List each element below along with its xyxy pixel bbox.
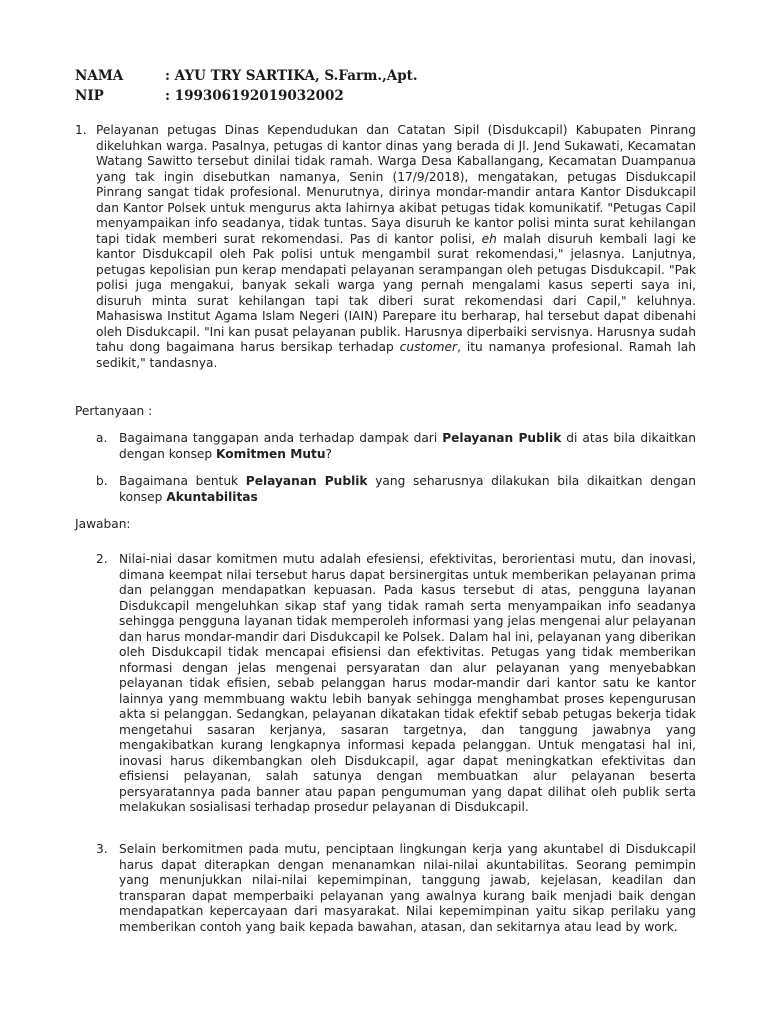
nip-label: NIP — [75, 88, 104, 104]
case-number: 1. — [75, 123, 87, 137]
case-paragraph — [96, 123, 696, 371]
nama-label: NAMA — [75, 68, 124, 84]
question-b-text-2: yang seharusnya dilakukan bila dikaitkan dengan konsep — [119, 474, 696, 504]
question-a-text-2: di atas bila dikaitkan dengan konsep — [119, 431, 696, 461]
answer-3-number: 3. — [96, 842, 108, 856]
header-nama-row — [75, 69, 418, 85]
answer-3-paragraph: Selain berkomitmen pada mutu, penciptaan lingkungan kerja yang akuntabel di Disdukcapil harus dapat diterapkan dengan menanamkan nilai-nilai akuntabilitas. Seorang pemimpin yang menunjukkan nilai-nilai kepemimpinan, tanggung jawab, kejelasan, keadilan dan transparan dapat memperbaiki pelayanan yang awalnya kurang baik menjadi baik dengan mendapatkan kepercayaan dari masyarakat. Nilai kepemimpinan yaitu sikap perilaku yang memberikan contoh yang baik kepada bawahan, atasan, dan sekitarnya atau lead by work. — [119, 842, 696, 934]
answer-2-number: 2. — [96, 552, 108, 566]
question-a-text-1: Bagaimana tanggapan anda terhadap dampak dari — [119, 431, 443, 445]
case-text-2: malah disuruh kembali lagi ke kantor Disdukcapil oleh Pak polisi untuk mengambil surat rekomendasi," jelasnya. Lanjutnya, petugas kepolisian pun kerap mendapati pelayanan serampangan oleh petugas Disdukcapil. "Pak polisi juga mengakui, banyak sekali warga yang pernah mengalami kasus seperti saya ini, disuruh minta surat kehilangan tapi tak diberi surat rekomendasi dari Capil," keluhnya. Mahasiswa Institut Agama Islam Negeri (IAIN) Parepare itu berharap, hal tersebut dapat dibenahi oleh Disdukcapil. "Ini kan pusat pelayanan publik. Harusnya diperbaiki servisnya. Harusnya sudah tahu dong bagaimana harus bersikap terhadap — [96, 231, 697, 354]
question-a-bold-2: Komitmen Mutu — [216, 446, 326, 461]
header-nip-row — [75, 89, 344, 105]
nip-value: : 199306192019032002 — [165, 88, 344, 104]
question-a — [119, 431, 696, 462]
case-italic-1: eh — [481, 231, 497, 246]
question-b-text-1: Bagaimana bentuk — [119, 474, 246, 488]
nama-value: : AYU TRY SARTIKA, S.Farm.,Apt. — [165, 68, 418, 84]
case-text-3: , itu namanya profesional. Ramah lah sedikit," tandasnya. — [96, 340, 696, 370]
question-a-bold-1: Pelayanan Publik — [442, 431, 562, 445]
answer-2-paragraph: Nilai-niai dasar komitmen mutu adalah efesiensi, efektivitas, berorientasi mutu, dan inovasi, dimana keempat nilai tersebut harus dapat bersinergitas untuk memberikan pelayanan prima dan pelanggan mendapatkan kepuasan. Pada kasus tersebut di atas, pengguna layanan Disdukcapil mengeluhkan sikap staf yang tidak ramah serta menyampaikan info seadanya sehingga pengguna layanan tidak memperoleh informasi yang jelas mengenai alur pelayanan dan harus mondar-mandir dari Disdukcapil ke Polsek. Dalam hal ini, pelayanan yang diberikan oleh Disdukcapil tidak mencapai efisiensi dan efektivitas. Petugas yang tidak memberikan nformasi dengan jelas mengenai persyaratan dan alur pelayanan yang menyebabkan pelayanan tidak efisien, sebab pelanggan harus modar-mandir dari kantor satu ke kantor lainnya yang memmbuang waktu lebih banyak sehingga menghambat proses kepengurusan akta si pelanggan. Sedangkan, pelayanan dikatakan tidak efektif sebab petugas bekerja tidak mengetahui sasaran kerjanya, sasaran targetnya, dan tanggung jawabnya yang mengakibatkan kurang lengkapnya informasi kepada pelanggan. Untuk mengatasi hal ini, inovasi harus dikembangkan oleh Disdukcapil, agar dapat meningkatkan efektivitas dan efisiensi pelayanan, salah satunya dengan membuatkan alur pelayanan beserta persyaratannya pada banner atau papan pengumuman yang dapat dilihat oleh publik serta melakukan sosialisasi terhadap prosedur pelayanan di Disdukcapil. — [119, 552, 696, 814]
answers-heading: Jawaban: — [75, 517, 131, 531]
question-a-text-3: ? — [325, 446, 332, 461]
questions-heading: Pertanyaan : — [75, 404, 153, 418]
case-text-1: Pelayanan petugas Dinas Kependudukan dan Catatan Sipil (Disdukcapil) Kabupaten Pinrang dikeluhkan warga. Pasalnya, petugas di kantor dinas yang berada di Jl. Jend Sukawati, Kecamatan Watang Sawitto tersebut dinilai tidak ramah. Warga Desa Kaballangang, Kecamatan Duampanua yang tak ingin disebutkan namanya, Senin (17/9/2018), mengatakan, petugas Disdukcapil Pinrang sangat tidak profesional. Menurutnya, dirinya mondar-mandir antara Kantor Disdukcapil dan Kantor Polsek untuk mengurus akta lahirnya akibat petugas tidak komunikatif. "Petugas Capil menyampaikan info seadanya, tidak tuntas. Saya disuruh ke kantor polisi minta surat kehilangan tapi tidak memberi surat rekomendasi. Pas di kantor polisi, — [96, 123, 696, 246]
question-a-label: a. — [96, 431, 108, 445]
question-b-label: b. — [96, 474, 108, 488]
question-b — [119, 474, 696, 505]
question-b-bold-1: Pelayanan Publik — [245, 474, 368, 488]
question-b-bold-2: Akuntabilitas — [166, 489, 258, 504]
case-italic-2: customer — [399, 340, 458, 354]
